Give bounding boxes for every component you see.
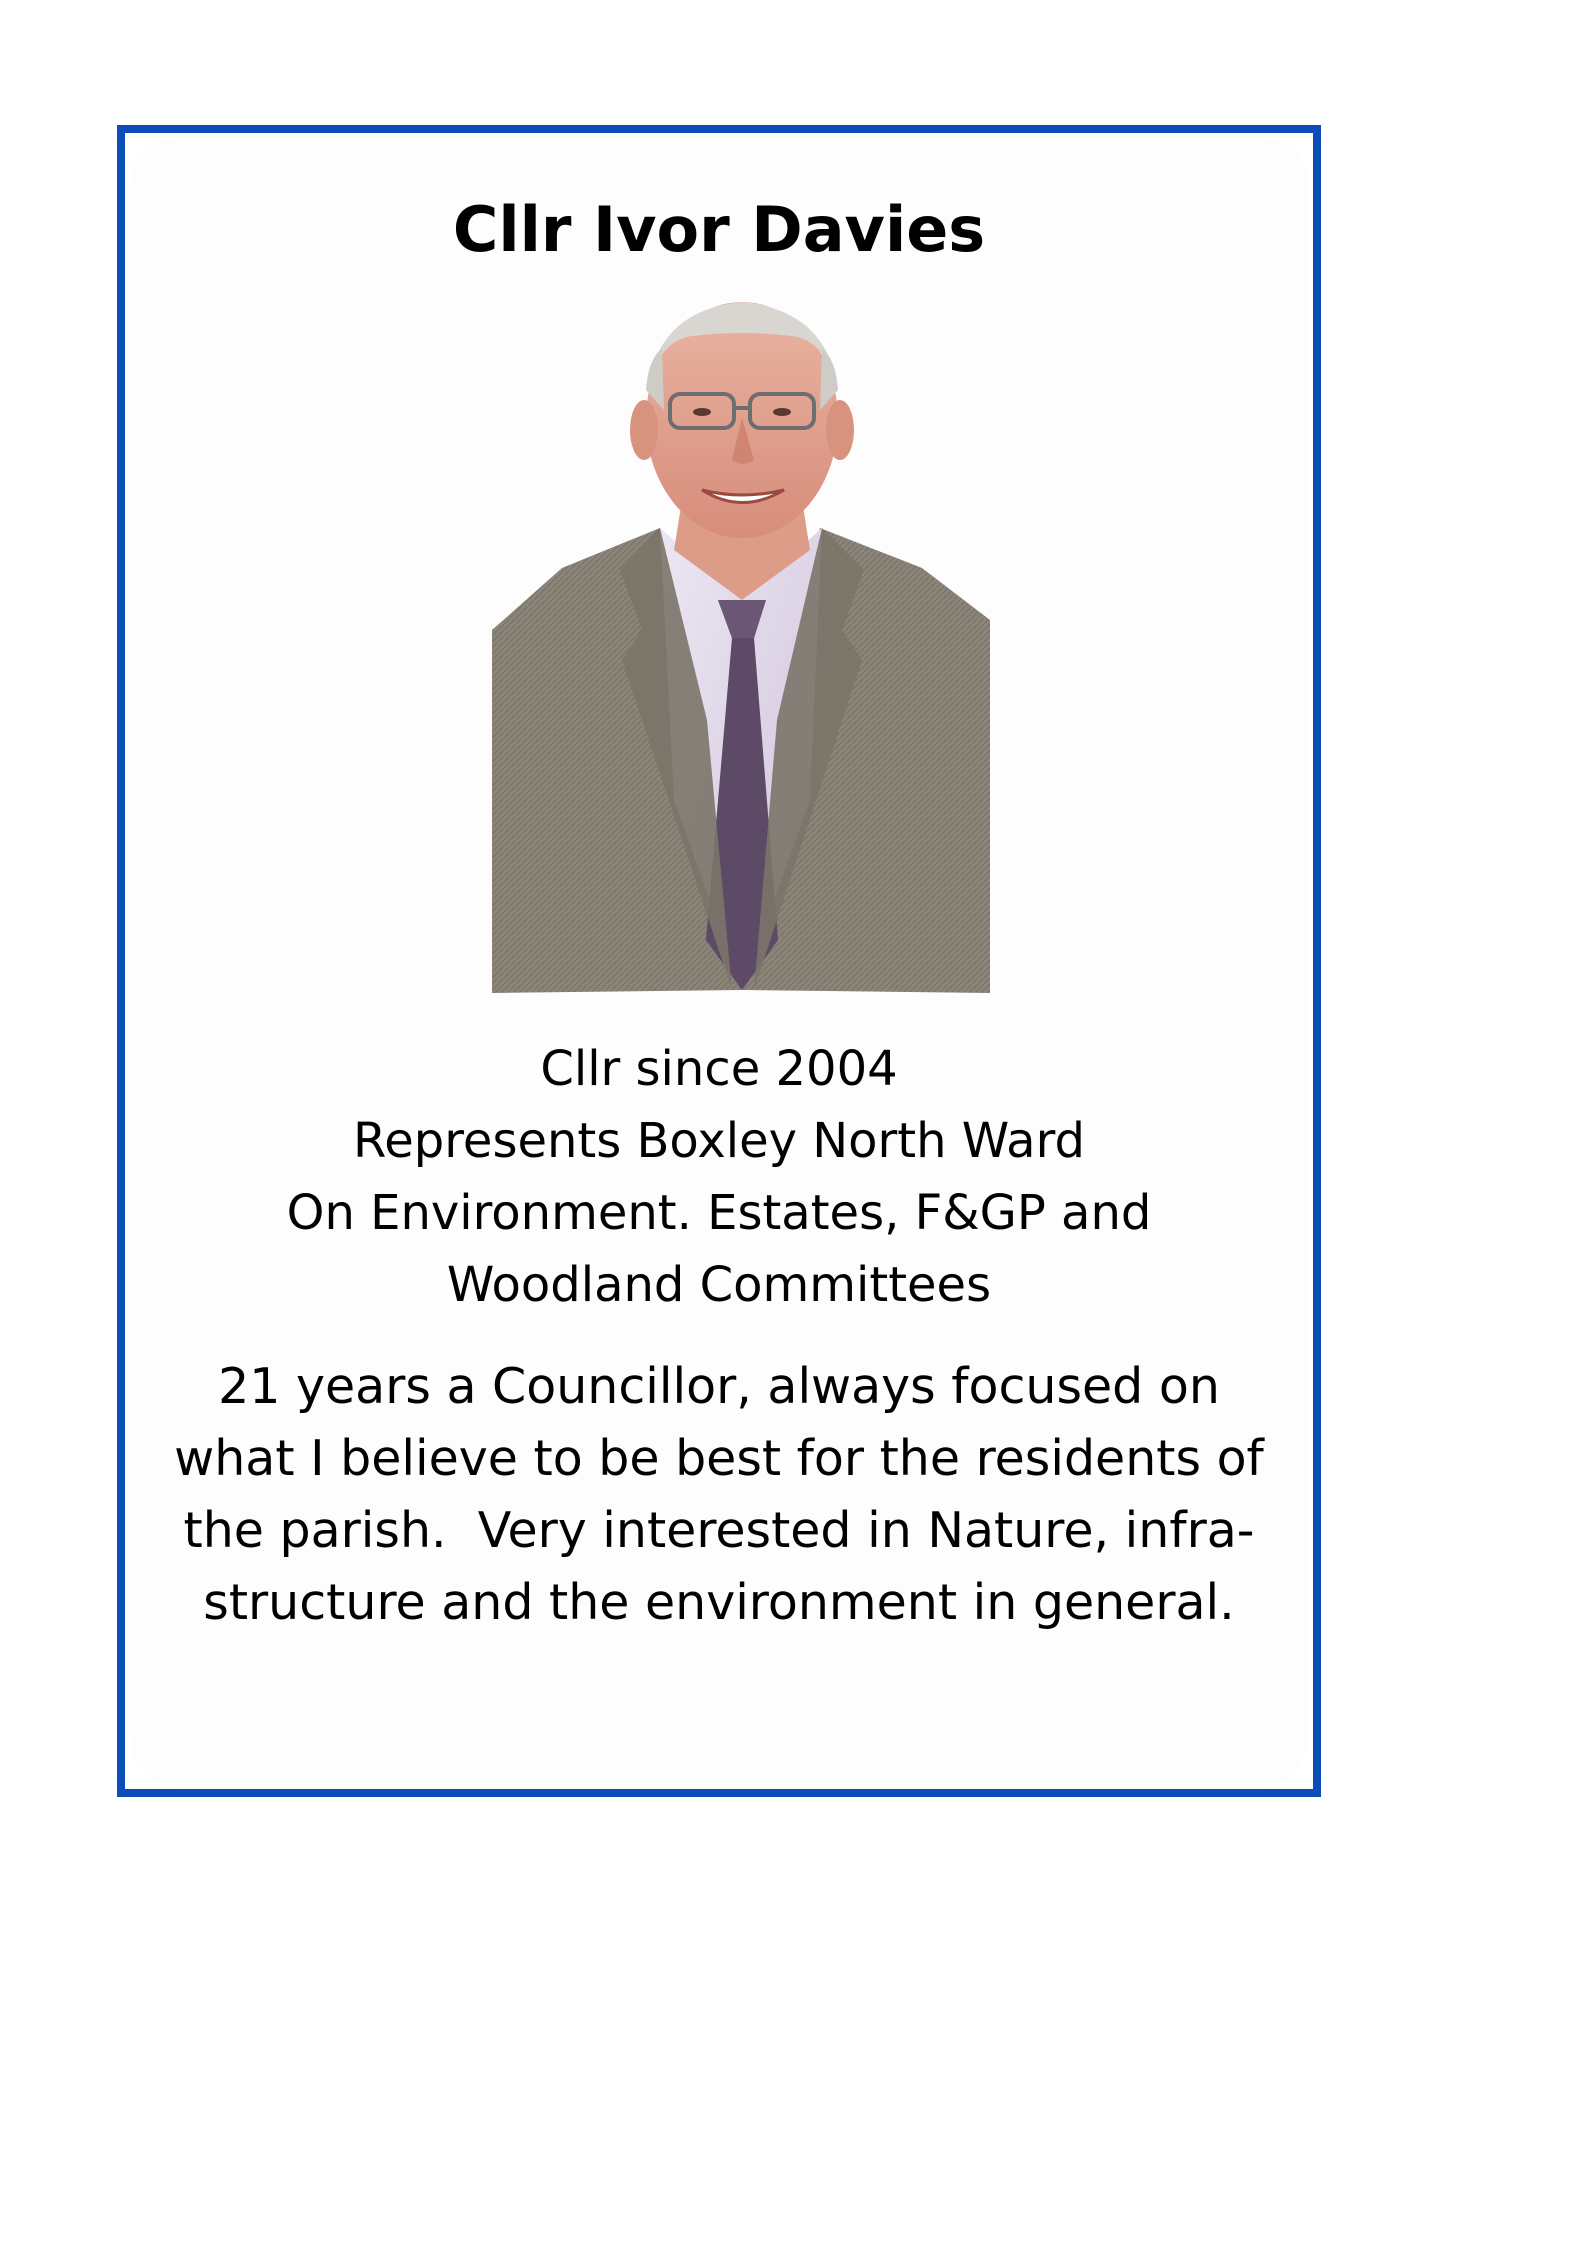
- councillor-bio: 21 years a Councillor, always focused on what I believe to be best for the residents of the parish. Very interested in Nature, infra-structure and the environment in general.: [174, 1358, 1280, 1631]
- details-line: On Environment. Estates, F&GP and: [286, 1185, 1152, 1241]
- details-line: Represents Boxley North Ward: [353, 1113, 1085, 1169]
- councillor-card: [117, 125, 1321, 1797]
- councillor-details: [125, 1033, 1313, 1321]
- details-line: Cllr since 2004: [540, 1041, 898, 1097]
- councillor-name: Cllr Ivor Davies: [452, 193, 986, 266]
- details-line: Woodland Committees: [446, 1257, 992, 1313]
- councillor-portrait-photo: [492, 300, 990, 993]
